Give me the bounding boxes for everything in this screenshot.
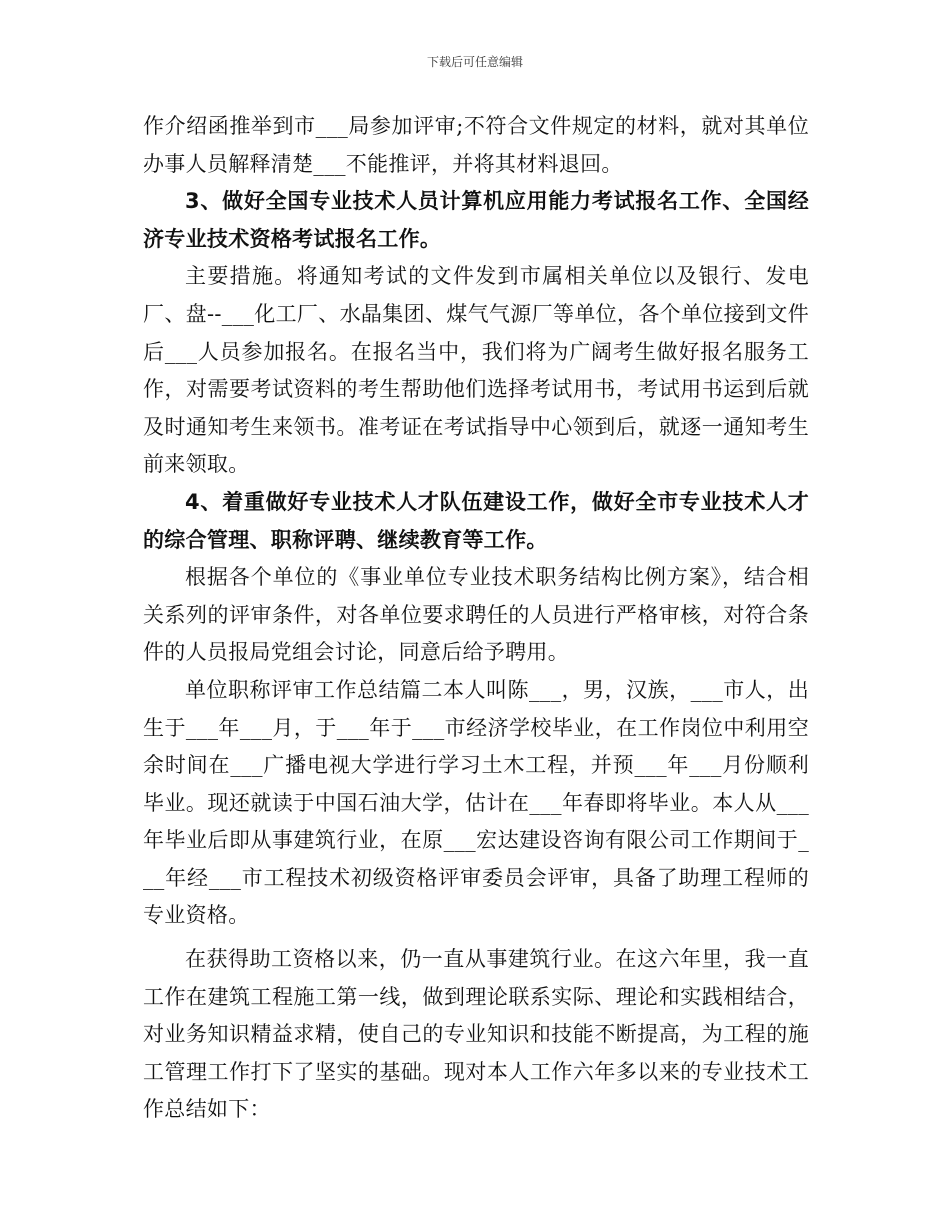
document-body — [143, 108, 809, 1129]
section-heading-4: 4、着重做好专业技术人才队伍建设工作，做好全市专业技术人才的综合管理、职称评聘、继续教育等工作。 — [143, 489, 809, 552]
paragraph-personal-intro: 单位职称评审工作总结篇二本人叫陈___，男，汉族，___市人，出生于___年___月，于___年于___市经济学校毕业，在工作岗位中利用空余时间在___广播电视大学进行学习土木工程，并预___年___月份顺利毕业。现还就读于中国石油大学，估计在___年春即将毕业。本人从___年毕业后即从事建筑行业，在原___宏达建设咨询有限公司工作期间于___年经___市工程技术初级资格评审委员会评审，具备了助理工程师的专业资格。 — [143, 677, 809, 928]
paragraph-appointment: 根据各个单位的《事业单位专业技术职务结构比例方案》，结合相关系列的评审条件，对各单位要求聘任的人员进行严格审核，对符合条件的人员报局党组会讨论，同意后给予聘用。 — [143, 565, 809, 665]
paragraph-measures: 主要措施。将通知考试的文件发到市属相关单位以及银行、发电厂、盘--___化工厂、水晶集团、煤气气源厂等单位，各个单位接到文件后___人员参加报名。在报名当中，我们将为广阔考生做好报名服务工作，对需要考试资料的考生帮助他们选择考试用书，考试用书运到后就及时通知考生来领书。准考证在考试指导中心领到后，就逐一通知考生前来领取。 — [143, 264, 809, 477]
paragraph-summary-intro: 在获得助工资格以来，仍一直从事建筑行业。在这六年里，我一直工作在建筑工程施工第一线，做到理论联系实际、理论和实践相结合，对业务知识精益求精，使自己的专业知识和技能不断提高，为工程的施工管理工作打下了坚实的基础。现对本人工作六年多以来的专业技术工作总结如下： — [143, 947, 809, 1122]
section-heading-3: 3、做好全国专业技术人员计算机应用能力考试报名工作、全国经济专业技术资格考试报名工作。 — [143, 189, 809, 251]
paragraph-continuation: 作介绍函推举到市___局参加评审;不符合文件规定的材料，就对其单位办事人员解释清楚___不能推评，并将其材料退回。 — [143, 114, 809, 176]
page-header: 下载后可任意编辑 — [426, 55, 523, 69]
